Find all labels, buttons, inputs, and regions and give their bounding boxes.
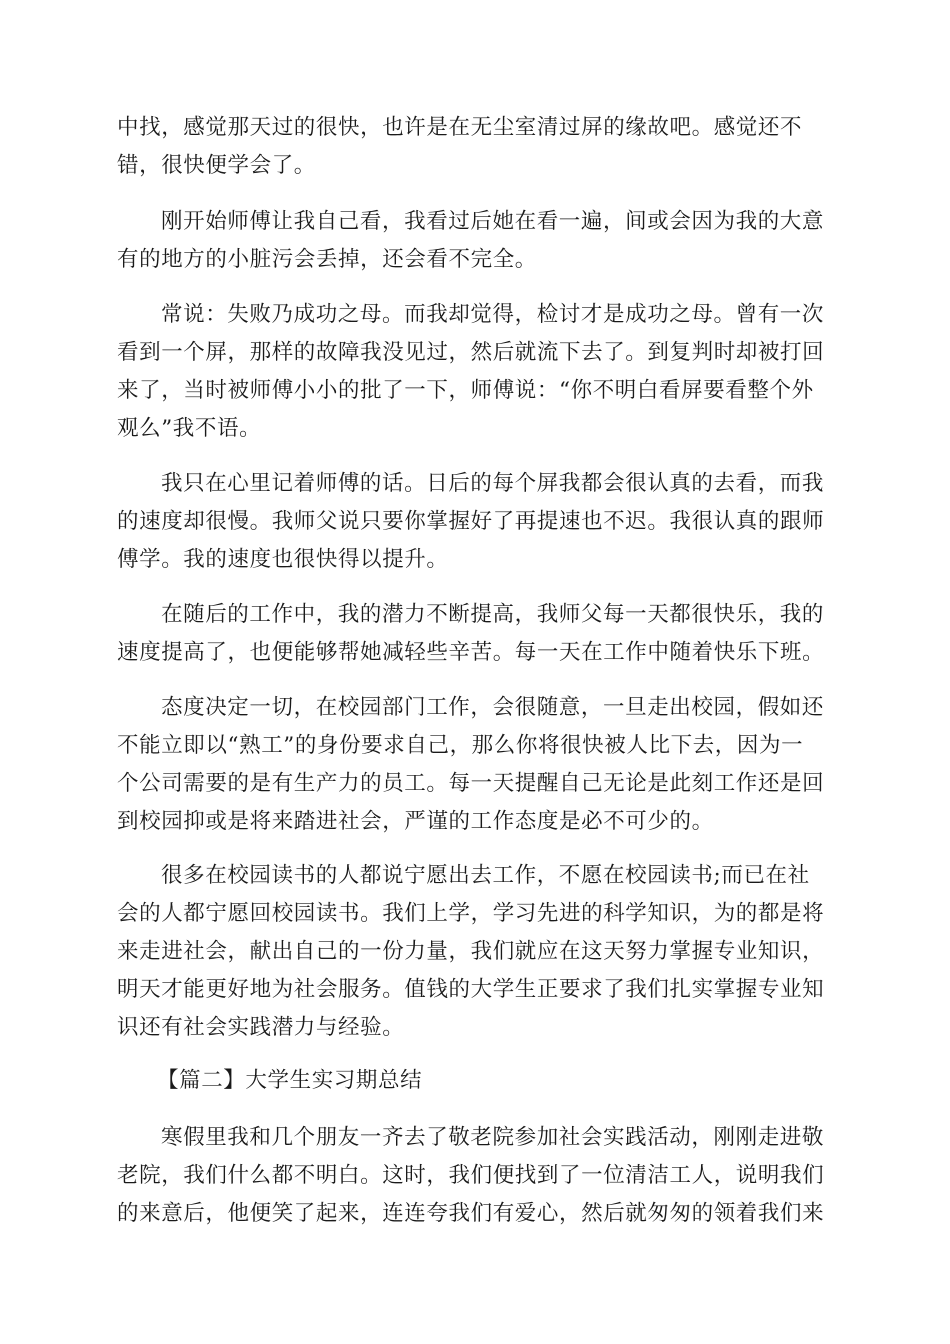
text-line: 的来意后，他便笑了起来，连连夸我们有爱心，然后就匆匆的领着我们来 [117, 1201, 825, 1226]
text-line: 来走进社会，献出自己的一份力量，我们就应在这天努力掌握专业知识， [117, 939, 825, 964]
text-line: 有的地方的小脏污会丢掉，还会看不完全。 [117, 247, 537, 272]
text-line: 识还有社会实践潜力与经验。 [117, 1015, 405, 1040]
text-line: 很多在校园读书的人都说宁愿出去工作，不愿在校园读书;而已在社 [161, 863, 810, 888]
text-line: 速度提高了，也便能够帮她减轻些辛苦。每一天在工作中随着快乐下班。 [117, 640, 825, 665]
section-heading: 【篇二】大学生实习期总结 [157, 1068, 423, 1093]
text-line: 错，很快便学会了。 [117, 153, 316, 178]
text-line: 明天才能更好地为社会服务。值钱的大学生正要求了我们扎实掌握专业知 [117, 977, 825, 1002]
text-line: 刚开始师傅让我自己看，我看过后她在看一遍，间或会因为我的大意 [161, 209, 825, 234]
text-line: 观么”我不语。 [117, 416, 262, 441]
text-line: 不能立即以“熟工”的身份要求自己，那么你将很快被人比下去，因为一 [117, 733, 804, 758]
text-line: 来了，当时被师傅小小的批了一下，师傅说：“你不明白看屏要看整个外 [117, 378, 814, 403]
text-line: 个公司需要的是有生产力的员工。每一天提醒自己无论是此刻工作还是回 [117, 771, 825, 796]
text-line: 我只在心里记着师傅的话。日后的每个屏我都会很认真的去看，而我 [161, 471, 825, 496]
text-line: 到校园抑或是将来踏进社会，严谨的工作态度是必不可少的。 [117, 809, 714, 834]
text-line: 的速度却很慢。我师父说只要你掌握好了再提速也不迟。我很认真的跟师 [117, 509, 825, 534]
text-line: 中找，感觉那天过的很快，也许是在无尘室清过屏的缘故吧。感觉还不 [117, 115, 803, 140]
text-line: 会的人都宁愿回校园读书。我们上学，学习先进的科学知识，为的都是将 [117, 901, 825, 926]
text-line: 态度决定一切，在校园部门工作，会很随意，一旦走出校园，假如还 [161, 695, 825, 720]
text-line: 常说：失败乃成功之母。而我却觉得，检讨才是成功之母。曾有一次 [161, 302, 825, 327]
text-line: 老院，我们什么都不明白。这时，我们便找到了一位清洁工人，说明我们 [117, 1163, 825, 1188]
text-line: 在随后的工作中，我的潜力不断提高，我师父每一天都很快乐，我的 [161, 602, 825, 627]
text-line: 看到一个屏，那样的故障我没见过，然后就流下去了。到复判时却被打回 [117, 340, 825, 365]
text-line: 傅学。我的速度也很快得以提升。 [117, 547, 449, 572]
text-line: 寒假里我和几个朋友一齐去了敬老院参加社会实践活动，刚刚走进敬 [161, 1125, 825, 1150]
